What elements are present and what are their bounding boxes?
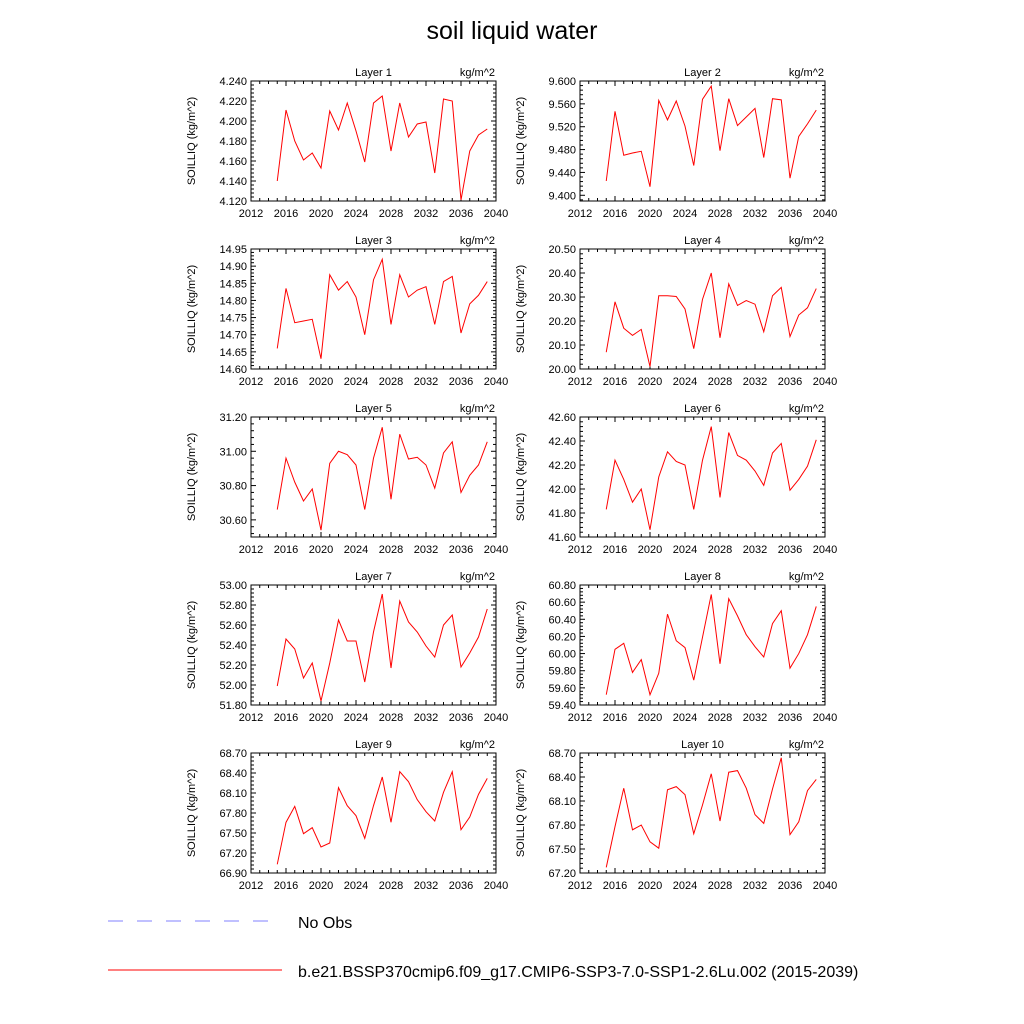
panel-title: Layer 9 [355,739,392,751]
y-tick-label: 52.80 [219,600,247,612]
x-tick-label: 2020 [308,880,334,892]
x-tick-label: 2036 [777,208,803,220]
x-tick-label: 2032 [742,376,768,388]
x-tick-label: 2040 [812,712,838,724]
x-tick-label: 2040 [483,376,509,388]
x-tick-label: 2020 [637,544,663,556]
x-tick-label: 2032 [413,208,439,220]
y-tick-label: 4.200 [219,116,247,128]
panel-units: kg/m^2 [788,67,824,79]
y-tick-label: 30.60 [219,514,247,527]
y-tick-label: 14.95 [219,244,247,256]
panel-units: kg/m^2 [459,67,495,79]
y-tick-label: 14.85 [219,278,247,291]
x-tick-label: 2016 [273,544,299,556]
y-tick-label: 67.80 [219,808,247,820]
y-tick-label: 60.60 [548,597,576,610]
y-tick-label: 68.40 [548,772,576,784]
y-tick-label: 4.160 [219,156,247,168]
x-tick-label: 2028 [707,376,733,388]
y-tick-label: 52.60 [219,620,247,632]
x-tick-label: 2036 [777,376,803,388]
x-tick-label: 2036 [448,208,474,220]
x-tick-label: 2040 [812,880,838,892]
panel-title: Layer 2 [684,67,721,79]
x-tick-label: 2032 [413,376,439,388]
x-tick-label: 2036 [448,544,474,556]
x-tick-label: 2012 [238,880,264,892]
x-tick-label: 2028 [378,880,404,892]
panel-title: Layer 7 [355,571,392,583]
x-tick-label: 2028 [707,712,733,724]
x-tick-label: 2036 [448,880,474,892]
y-axis-label: SOILLIQ (kg/m^2) [186,264,198,354]
x-tick-label: 2016 [602,544,628,556]
x-tick-label: 2032 [413,712,439,724]
x-tick-label: 2020 [308,544,334,556]
x-tick-label: 2012 [567,880,593,892]
x-tick-label: 2020 [637,880,663,892]
x-tick-label: 2024 [343,544,369,556]
y-tick-label: 20.10 [548,340,576,352]
y-tick-label: 4.220 [219,96,247,108]
y-tick-label: 67.20 [548,868,576,880]
y-tick-label: 52.00 [219,680,247,692]
y-tick-label: 59.60 [548,682,576,695]
y-tick-label: 67.50 [548,844,576,856]
x-tick-label: 2012 [238,208,264,220]
x-tick-label: 2020 [637,208,663,220]
x-tick-label: 2024 [343,376,369,388]
y-tick-label: 42.40 [548,436,576,448]
y-tick-label: 66.90 [219,868,247,880]
y-tick-label: 14.90 [219,261,247,274]
y-tick-label: 42.00 [548,484,576,496]
y-tick-label: 4.140 [219,176,247,188]
legend-label-no-obs: No Obs [298,915,353,932]
x-tick-label: 2024 [343,712,369,724]
x-tick-label: 2020 [637,712,663,724]
x-tick-label: 2032 [742,208,768,220]
y-axis-label: SOILLIQ (kg/m^2) [515,432,527,522]
x-tick-label: 2028 [707,544,733,556]
x-tick-label: 2028 [378,208,404,220]
x-tick-label: 2012 [567,544,593,556]
panel-title: Layer 3 [355,235,392,247]
x-tick-label: 2040 [483,208,509,220]
y-tick-label: 68.40 [219,768,247,780]
panel-units: kg/m^2 [459,739,495,751]
y-tick-label: 60.20 [548,631,576,644]
y-tick-label: 68.70 [219,748,247,760]
y-tick-label: 4.240 [219,76,247,88]
x-tick-label: 2032 [742,880,768,892]
x-tick-label: 2012 [567,712,593,724]
x-tick-label: 2024 [343,208,369,220]
y-tick-label: 41.80 [548,508,576,520]
y-axis-label: SOILLIQ (kg/m^2) [515,600,527,690]
panel-title: Layer 6 [684,403,721,415]
x-tick-label: 2036 [777,544,803,556]
x-tick-label: 2024 [672,712,698,724]
y-tick-label: 14.75 [219,312,247,325]
y-tick-label: 52.20 [219,660,247,672]
x-tick-label: 2028 [707,208,733,220]
y-tick-label: 42.20 [548,460,576,472]
panel-units: kg/m^2 [788,235,824,247]
x-tick-label: 2020 [308,208,334,220]
panel-title: Layer 8 [684,571,721,583]
x-tick-label: 2036 [448,376,474,388]
x-tick-label: 2016 [273,712,299,724]
y-tick-label: 51.80 [219,700,247,712]
y-tick-label: 9.600 [548,76,576,88]
x-tick-label: 2024 [672,208,698,220]
y-tick-label: 60.80 [548,580,576,592]
y-tick-label: 9.480 [548,144,576,157]
x-tick-label: 2012 [567,208,593,220]
y-tick-label: 20.40 [548,268,576,280]
y-tick-label: 53.00 [219,580,247,592]
y-tick-label: 14.70 [219,329,247,342]
x-tick-label: 2028 [378,544,404,556]
x-tick-label: 2016 [602,376,628,388]
x-tick-label: 2040 [812,208,838,220]
y-tick-label: 41.60 [548,532,576,544]
y-axis-label: SOILLIQ (kg/m^2) [186,432,198,522]
x-tick-label: 2028 [378,376,404,388]
y-tick-label: 20.00 [548,364,576,376]
panel-title: Layer 10 [681,739,724,751]
y-tick-label: 52.40 [219,640,247,652]
y-tick-label: 60.00 [548,648,576,661]
y-tick-label: 30.80 [219,480,247,493]
y-axis-label: SOILLIQ (kg/m^2) [515,768,527,858]
x-tick-label: 2016 [273,208,299,220]
y-tick-label: 9.400 [548,190,576,203]
y-tick-label: 9.560 [548,98,576,111]
y-tick-label: 42.60 [548,412,576,424]
y-tick-label: 68.10 [219,788,247,800]
x-tick-label: 2040 [812,544,838,556]
x-tick-label: 2012 [238,376,264,388]
x-tick-label: 2012 [238,712,264,724]
panel-title: Layer 1 [355,67,392,79]
y-tick-label: 68.10 [548,796,576,808]
y-axis-label: SOILLIQ (kg/m^2) [186,600,198,690]
y-tick-label: 9.520 [548,121,576,134]
x-tick-label: 2020 [308,376,334,388]
x-tick-label: 2032 [742,712,768,724]
x-tick-label: 2020 [637,376,663,388]
x-tick-label: 2028 [378,712,404,724]
x-tick-label: 2016 [602,712,628,724]
panel-title: Layer 4 [684,235,721,247]
y-tick-label: 4.180 [219,136,247,148]
x-tick-label: 2036 [777,880,803,892]
x-tick-label: 2032 [742,544,768,556]
y-axis-label: SOILLIQ (kg/m^2) [515,96,527,186]
y-tick-label: 20.50 [548,244,576,256]
panel-units: kg/m^2 [788,403,824,415]
y-tick-label: 20.20 [548,316,576,328]
panel-units: kg/m^2 [459,235,495,247]
y-tick-label: 67.50 [219,828,247,840]
panel-title: Layer 5 [355,403,392,415]
x-tick-label: 2032 [413,880,439,892]
y-axis-label: SOILLIQ (kg/m^2) [515,264,527,354]
y-axis-label: SOILLIQ (kg/m^2) [186,768,198,858]
y-tick-label: 59.80 [548,665,576,678]
x-tick-label: 2040 [483,880,509,892]
y-tick-label: 20.30 [548,292,576,304]
y-tick-label: 4.120 [219,196,247,208]
x-tick-label: 2024 [672,880,698,892]
x-tick-label: 2036 [777,712,803,724]
y-tick-label: 9.440 [548,167,576,180]
x-tick-label: 2016 [602,880,628,892]
y-tick-label: 67.80 [548,820,576,832]
y-tick-label: 60.40 [548,614,576,627]
x-tick-label: 2016 [273,376,299,388]
y-tick-label: 68.70 [548,748,576,760]
x-tick-label: 2040 [812,376,838,388]
y-tick-label: 14.80 [219,295,247,308]
x-tick-label: 2040 [483,544,509,556]
figure-title: soil liquid water [426,17,598,45]
panel-units: kg/m^2 [788,571,824,583]
y-tick-label: 67.20 [219,848,247,860]
y-tick-label: 31.00 [219,446,247,459]
x-tick-label: 2024 [672,544,698,556]
x-tick-label: 2016 [273,880,299,892]
x-tick-label: 2012 [567,376,593,388]
x-tick-label: 2012 [238,544,264,556]
x-tick-label: 2028 [707,880,733,892]
y-axis-label: SOILLIQ (kg/m^2) [186,96,198,186]
legend-label-model-run: b.e21.BSSP370cmip6.f09_g17.CMIP6-SSP3-7.0-SSP1-2.6Lu.002 (2015-2039) [298,964,859,981]
x-tick-label: 2016 [602,208,628,220]
y-tick-label: 14.60 [219,364,247,376]
panel-units: kg/m^2 [459,571,495,583]
x-tick-label: 2032 [413,544,439,556]
y-tick-label: 31.20 [219,412,247,424]
y-tick-label: 14.65 [219,346,247,359]
y-tick-label: 59.40 [548,700,576,712]
x-tick-label: 2024 [672,376,698,388]
x-tick-label: 2040 [483,712,509,724]
panel-units: kg/m^2 [788,739,824,751]
panel-units: kg/m^2 [459,403,495,415]
x-tick-label: 2020 [308,712,334,724]
x-tick-label: 2024 [343,880,369,892]
x-tick-label: 2036 [448,712,474,724]
